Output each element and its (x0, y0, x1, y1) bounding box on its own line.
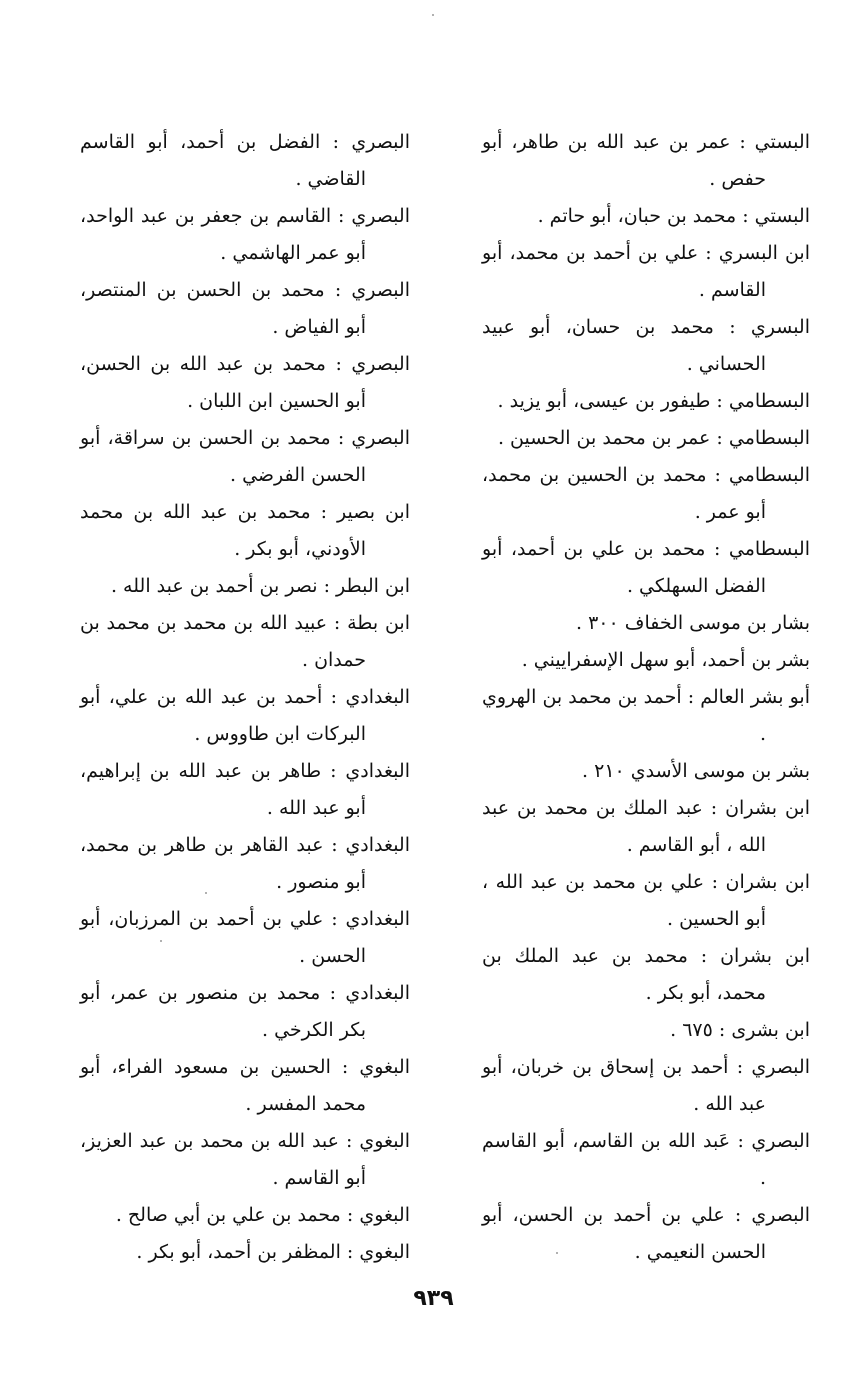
index-entry: البستي : محمد بن حبان، أبو حاتم . (537, 205, 810, 227)
index-column-right (482, 124, 810, 1271)
index-entry: البسطامي : محمد بن الحسين بن محمد، أبو عمر . (482, 464, 810, 523)
index-entry: البصري : محمد بن عبد الله بن الحسن، أبو الحسين ابن اللبان . (80, 353, 410, 412)
index-entry: البسطامي : عمر بن محمد بن الحسين . (497, 427, 810, 449)
index-entry: ابن بشران : علي بن محمد بن عبد الله ، أبو الحسين . (482, 871, 810, 930)
scan-speck (160, 940, 162, 942)
index-entry: ابن بشران : عبد الملك بن محمد بن عبد الله ، أبو القاسم . (482, 797, 810, 856)
index-entry: البصري : محمد بن الحسن بن سراقة، أبو الحسن الفرضي . (80, 427, 410, 486)
index-entry: البستي : عمر بن عبد الله بن طاهر، أبو حفص . (482, 131, 810, 190)
index-entry: البصري : عَبد الله بن القاسم، أبو القاسم . (482, 1130, 810, 1189)
scan-speck (205, 892, 207, 894)
index-entry: أبو بشر العالم : أحمد بن محمد بن الهروي . (482, 686, 810, 745)
index-entry: بشر بن أحمد، أبو سهل الإسفراييني . (521, 649, 810, 671)
index-entry: البغدادي : علي بن أحمد بن المرزبان، أبو الحسن . (80, 908, 410, 967)
index-entry: البغدادي : عبد القاهر بن طاهر بن محمد، أبو منصور . (80, 834, 410, 893)
index-entry: البصري : محمد بن الحسن بن المنتصر، أبو الفياض . (80, 279, 410, 338)
index-entry: البغوي : عبد الله بن محمد بن عبد العزيز، أبو القاسم . (80, 1130, 410, 1189)
index-entry: ابن بصير : محمد بن عبد الله بن محمد الأودني، أبو بكر . (80, 501, 410, 560)
index-entry: ابن البسري : علي بن أحمد بن محمد، أبو القاسم . (482, 242, 810, 301)
index-entry: البصري : أحمد بن إسحاق بن خربان، أبو عبد الله . (482, 1056, 810, 1115)
index-entry: البصري : القاسم بن جعفر بن عبد الواحد، أبو عمر الهاشمي . (80, 205, 410, 264)
index-entry: ابن بشرى : ٦٧٥ . (670, 1019, 810, 1041)
index-entry: ابن بطة : عبيد الله بن محمد بن محمد بن حمدان . (80, 612, 410, 671)
index-entry: البصري : الفضل بن أحمد، أبو القاسم القاضي . (80, 131, 410, 190)
index-entry: البغدادي : طاهر بن عبد الله بن إبراهيم، أبو عبد الله . (80, 760, 410, 819)
index-entry: البسطامي : محمد بن علي بن أحمد، أبو الفضل السهلكي . (482, 538, 810, 597)
index-entry: البسطامي : طيفور بن عيسى، أبو يزيد . (497, 390, 810, 412)
index-entry: البغوي : محمد بن علي بن أبي صالح . (115, 1204, 410, 1226)
index-entry: البغوي : المظفر بن أحمد، أبو بكر . (136, 1241, 410, 1263)
index-entry: ابن البطر : نصر بن أحمد بن عبد الله . (110, 575, 410, 597)
page-number: ٩٣٩ (413, 1286, 454, 1311)
index-entry: البغوي : الحسين بن مسعود الفراء، أبو محمد المفسر . (80, 1056, 410, 1115)
scan-speck (432, 14, 434, 16)
index-entry: بشار بن موسى الخفاف ٣٠٠ . (575, 612, 810, 634)
index-entry: البغدادي : أحمد بن عبد الله بن علي، أبو البركات ابن طاووس . (80, 686, 410, 745)
index-column-left (80, 124, 410, 1271)
index-entry: البصري : علي بن أحمد بن الحسن، أبو الحسن النعيمي . (482, 1204, 810, 1263)
index-entry: بشر بن موسى الأسدي ٢١٠ . (582, 760, 810, 782)
index-entry: البسري : محمد بن حسان، أبو عبيد الحساني . (482, 316, 810, 375)
index-entry: ابن بشران : محمد بن عبد الملك بن محمد، أبو بكر . (482, 945, 810, 1004)
scan-speck (556, 1252, 558, 1254)
index-entry: البغدادي : محمد بن منصور بن عمر، أبو بكر الكرخي . (80, 982, 410, 1041)
